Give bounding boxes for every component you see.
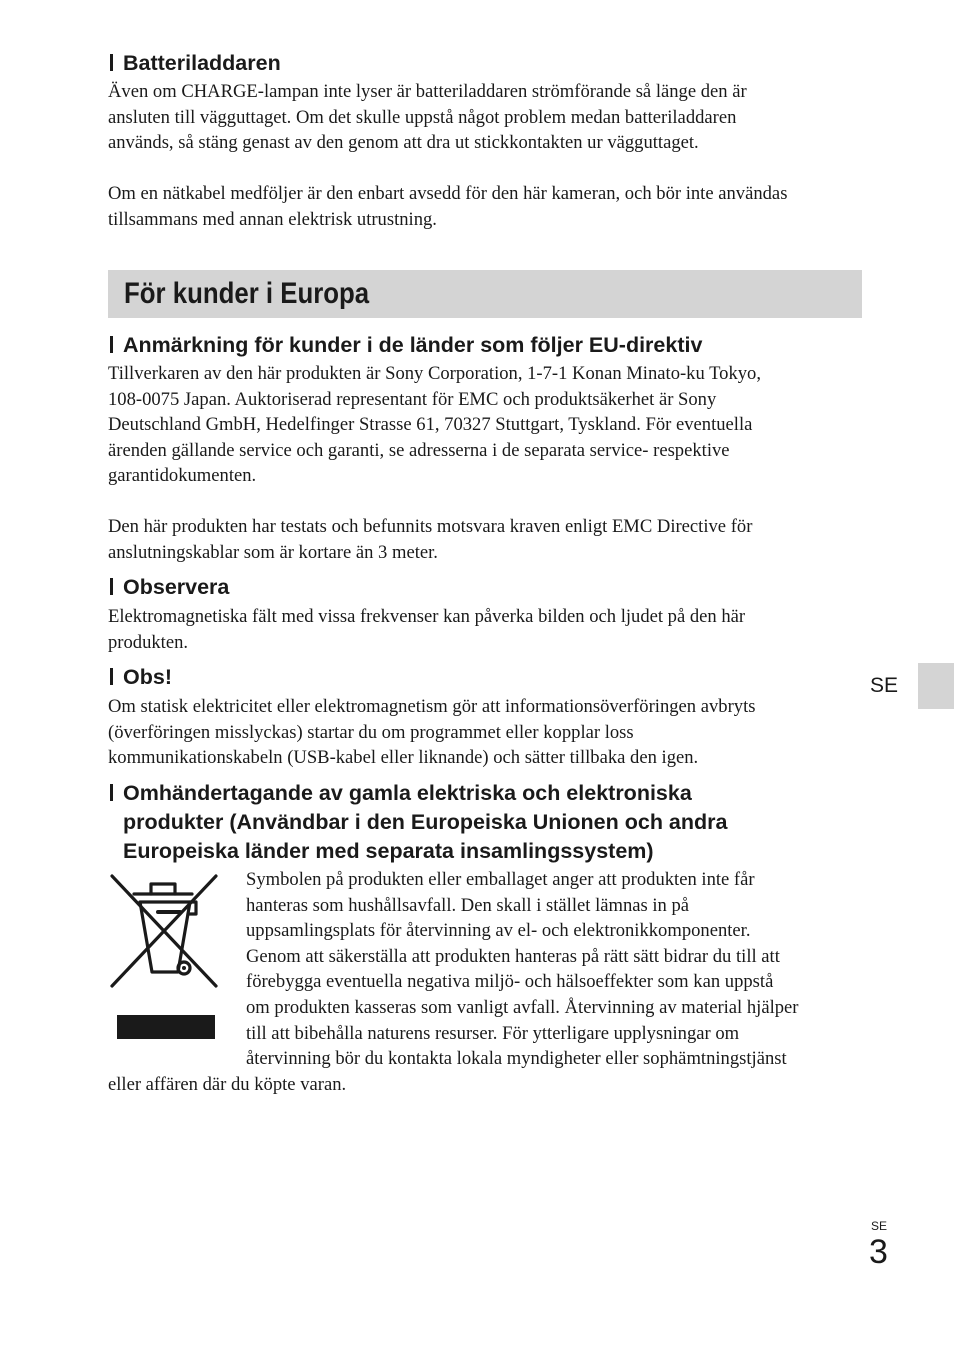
text-line: 108-0075 Japan. Auktoriserad representant för EMC och produktsäkerhet är Sony (108, 388, 717, 410)
heading-bar (110, 784, 113, 801)
heading-text: Obs! (123, 665, 172, 689)
heading-text (123, 779, 727, 866)
heading-text: Anmärkning för kunder i de länder som följer EU-direktiv (123, 333, 703, 357)
text-line: om produkten kasseras som vanligt avfall. Återvinning av material hjälper (246, 996, 799, 1018)
section-banner (108, 270, 862, 318)
heading-eu-directive (110, 331, 702, 360)
heading-bar (110, 668, 113, 685)
obs-paragraph (108, 694, 860, 771)
disposal-paragraph (246, 867, 866, 1072)
text-line: används, så stäng genast av den genom att dra ut stickkontakten ur vägguttaget. (108, 132, 699, 154)
battery-paragraph-1 (108, 79, 860, 156)
text-line: Om en nätkabel medföljer är den enbart avsedd för den här kameran, och bör inte användas (108, 183, 788, 204)
eu-paragraph-2 (108, 514, 860, 565)
text-line: Genom att säkerställa att produkten hanteras på rätt sätt bidrar du till att (246, 945, 780, 967)
banner-title: För kunder i Europa (124, 277, 370, 310)
language-tab-label: SE (870, 674, 899, 697)
text-line: eller affären där du köpte varan. (108, 1074, 347, 1095)
text-line: produkten. (108, 631, 189, 653)
text-line: ansluten till vägguttaget. Om det skulle uppstå något problem medan batteriladdaren (108, 106, 737, 128)
text-line: Deutschland GmbH, Hedelfinger Strasse 61, 70327 Stuttgart, Tyskland. För eventuella (108, 414, 753, 436)
observera-paragraph (108, 604, 860, 655)
text-line: återvinning bör du kontakta lokala myndigheter eller sophämtningstjänst (246, 1048, 787, 1070)
heading-line: Omhändertagande av gamla elektriska och elektroniska (123, 781, 692, 805)
text-line: Den här produkten har testats och befunnits motsvara kraven enligt EMC Directive för (108, 516, 753, 537)
text-line: Tillverkaren av den här produkten är Sony Corporation, 1-7-1 Konan Minato-ku Tokyo, (108, 363, 761, 384)
text-line: tillsammans med annan elektrisk utrustning. (108, 208, 437, 230)
text-line: hanteras som hushållsavfall. Den skall i stället lämnas in på (246, 894, 690, 916)
text-line: ärenden gällande service och garanti, se adresserna i de separata service- respektive (108, 439, 730, 461)
text-line: kommunikationskabeln (USB-kabel eller liknande) och sätter tillbaka den igen. (108, 747, 699, 769)
heading-obs (110, 663, 172, 692)
page-language: SE (871, 1219, 888, 1233)
heading-line: produkter (Användbar i den Europeiska Unionen och andra (123, 810, 728, 834)
heading-batteriladdaren (110, 49, 281, 78)
page-number: 3 (869, 1233, 888, 1271)
heading-text: Observera (123, 575, 230, 599)
heading-line: Europeiska länder med separata insamlingssystem) (123, 839, 654, 863)
heading-bar (110, 336, 113, 353)
text-line: Symbolen på produkten eller emballaget anger att produkten inte får (246, 869, 755, 890)
heading-bar (110, 54, 113, 71)
text-line: Om statisk elektricitet eller elektromagnetism gör att informationsöverföringen avbryts (108, 696, 756, 717)
heading-disposal (110, 779, 727, 866)
language-tab (918, 663, 954, 709)
heading-bar (110, 578, 113, 595)
crossed-out-wheeled-bin-icon (108, 872, 224, 1042)
text-line: Elektromagnetiska fält med vissa frekvenser kan påverka bilden och ljudet på den här (108, 606, 746, 627)
text-line: garantidokumenten. (108, 465, 257, 487)
text-line: anslutningskablar som är kortare än 3 meter. (108, 541, 438, 563)
text-line: till att bibehålla naturens resurser. För ytterligare upplysningar om (246, 1022, 740, 1044)
text-line: (överföringen misslyckas) startar du om programmet eller kopplar loss (108, 721, 634, 743)
text-line: Även om CHARGE-lampan inte lyser är batteriladdaren strömförande så länge den är (108, 81, 747, 102)
text-line: förebygga eventuella negativa miljö- och hälsoeffekter som kan uppstå (246, 971, 774, 993)
heading-observera (110, 573, 229, 602)
text-line: uppsamlingsplats för återvinning av el- och elektronikkomponenter. (246, 920, 751, 942)
disposal-paragraph-last (108, 1072, 860, 1098)
heading-text: Batteriladdaren (123, 51, 281, 75)
battery-paragraph-2 (108, 181, 860, 232)
eu-paragraph-1 (108, 361, 860, 489)
